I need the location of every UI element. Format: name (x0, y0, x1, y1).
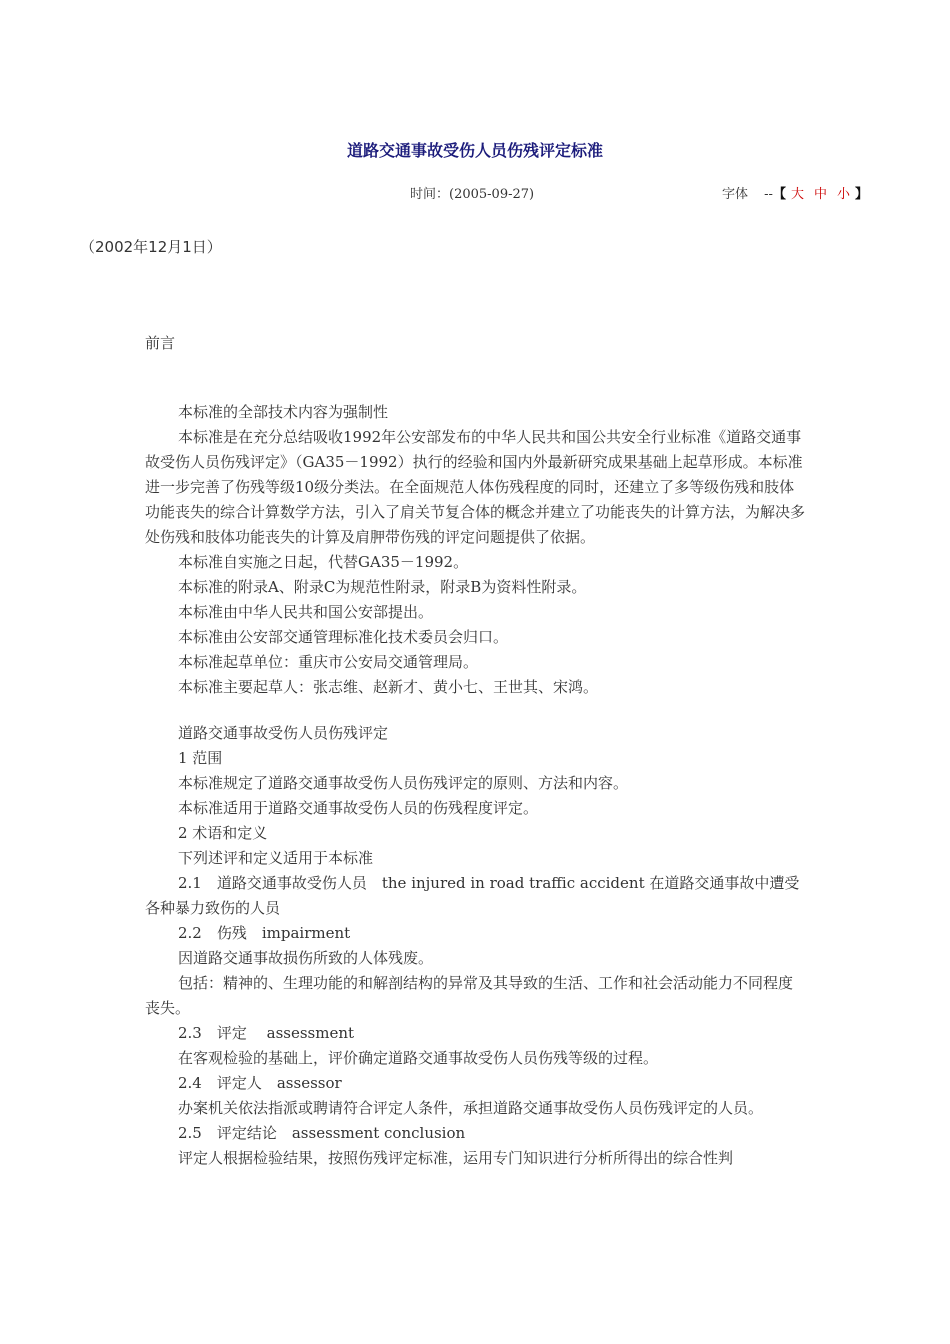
paragraph: 办案机关依法指派或聘请符合评定人条件，承担道路交通事故受伤人员伤残评定的人员。 (178, 1099, 764, 1117)
bracket-close: 】 (855, 187, 869, 202)
definition-term: 2.5 评定结论 assessment conclusion (178, 1124, 466, 1142)
paragraph: 包括：精神的、生理功能的和解剖结构的异常及其导致的生活、工作和社会活动能力不同程度丧失。 (145, 974, 794, 1017)
paragraph: 本标准是在充分总结吸收1992年公安部发布的中华人民共和国公共安全行业标准《道路交通事故受伤人员伤残评定》（GA35－1992）执行的经验和国内外最新研究成果基础上起草形成。本标准进一步完善了伤残等级10级分类法。在全面规范人体伤残程度的同时，还建立了多等级伤残和肢体功能丧失的综合计算数学方法，引入了肩关节复合体的概念并建立了功能丧失的计算方法，为解决多处伤残和肢体功能丧失的计算及肩胛带伤残的评定问题提供了依据。 (145, 428, 806, 546)
paragraph: 本标准自实施之日起，代替GA35－1992。 (178, 553, 469, 571)
font-size-medium-link[interactable]: 中 (813, 187, 827, 202)
paragraph: 本标准的附录A、附录C为规范性附录，附录B为资料性附录。 (178, 578, 587, 596)
definition-term: 2.2 伤残 impairment (178, 924, 351, 942)
definition-term: 2.3 评定 assessment (178, 1024, 355, 1042)
preface-heading: 前言 (145, 334, 176, 352)
section-heading: 1 范围 (178, 749, 223, 767)
section-heading: 2 术语和定义 (178, 824, 268, 842)
blank-line (145, 700, 805, 721)
paragraph: 因道路交通事故损伤所致的人体残废。 (178, 949, 434, 967)
font-size-small-link[interactable]: 小 (837, 187, 851, 202)
paragraph: 下列述评和定义适用于本标准 (178, 849, 374, 867)
font-size-large-link[interactable]: 大 (790, 187, 804, 202)
font-size-selector (722, 183, 868, 202)
paragraph: 评定人根据检验结果，按照伤残评定标准，运用专门知识进行分析所得出的综合性判 (178, 1149, 734, 1167)
paragraph: 本标准由公安部交通管理标准化技术委员会归口。 (178, 628, 509, 646)
document-body (145, 400, 805, 1171)
bracket-open: 【 (772, 187, 786, 202)
section-title: 道路交通事故受伤人员伤残评定 (178, 724, 389, 742)
font-size-label: 字体 (722, 187, 749, 202)
font-size-dash: -- (764, 187, 773, 202)
definition-term: 2.4 评定人 assessor (178, 1074, 342, 1092)
paragraph: 本标准由中华人民共和国公安部提出。 (178, 603, 434, 621)
paragraph: 本标准的全部技术内容为强制性 (178, 403, 389, 421)
publish-time: 时间：(2005-09-27) (410, 187, 535, 202)
paragraph: 本标准规定了道路交通事故受伤人员伤残评定的原则、方法和内容。 (178, 774, 629, 792)
definition-term: 2.1 道路交通事故受伤人员 the injured in road traffic accident 在道路交通事故中遭受各种暴力致伤的人员 (145, 874, 800, 917)
paragraph: 本标准主要起草人：张志维、赵新才、黄小七、王世其、宋鸿。 (178, 678, 599, 696)
paragraph: 本标准适用于道路交通事故受伤人员的伤残程度评定。 (178, 799, 539, 817)
paragraph: 本标准起草单位：重庆市公安局交通管理局。 (178, 653, 479, 671)
paragraph: 在客观检验的基础上，评价确定道路交通事故受伤人员伤残等级的过程。 (178, 1049, 659, 1067)
standard-date: （2002年12月1日） (80, 238, 222, 256)
document-title: 道路交通事故受伤人员伤残评定标准 (346, 141, 603, 160)
